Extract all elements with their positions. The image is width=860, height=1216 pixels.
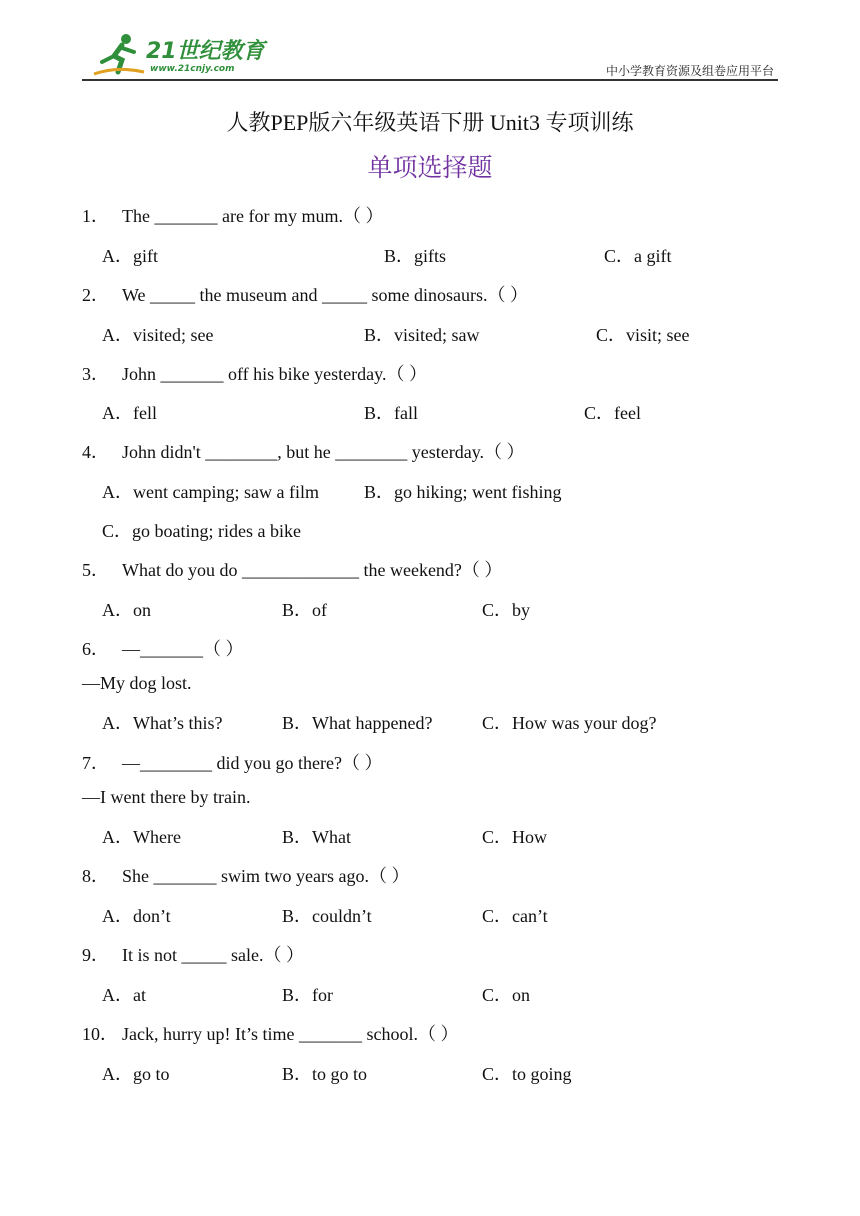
question-stem: Jack, hurry up! It’s time _______ school.（ ） — [122, 1024, 459, 1044]
option-b[interactable]: B．What happened? — [282, 713, 433, 733]
question-number: 9． — [82, 945, 109, 965]
question-stem: We _____ the museum and _____ some dinosaurs.（ ） — [122, 285, 529, 305]
dialogue-reply: —My dog lost. — [82, 673, 192, 693]
question-stem: —_______（ ） — [122, 639, 244, 659]
question-stem: John didn't ________, but he ________ yesterday.（ ） — [122, 442, 525, 462]
question-stem: What do you do _____________ the weekend?（ ） — [122, 560, 503, 580]
question-number: 5． — [82, 560, 109, 580]
platform-tagline: 中小学教育资源及组卷应用平台 — [605, 64, 774, 78]
section-title: 单项选择题 — [367, 153, 493, 182]
brand-name: 21世纪教育 — [146, 39, 265, 64]
site-logo — [92, 32, 265, 80]
option-a[interactable]: A．fell — [102, 403, 157, 423]
option-c[interactable]: C．can’t — [482, 906, 548, 926]
option-a[interactable]: A．don’t — [102, 906, 171, 926]
option-b[interactable]: B．visited; saw — [364, 325, 480, 345]
question-number: 3． — [82, 364, 109, 384]
header-divider — [82, 79, 778, 81]
dialogue-reply: —I went there by train. — [82, 787, 251, 807]
option-c[interactable]: C．feel — [584, 403, 641, 423]
option-b[interactable]: B．What — [282, 827, 351, 847]
option-a[interactable]: A．visited; see — [102, 325, 214, 345]
question-stem: The _______ are for my mum.（ ） — [122, 206, 384, 226]
question-stem: John _______ off his bike yesterday.（ ） — [122, 364, 427, 384]
option-a[interactable]: A．gift — [102, 246, 158, 266]
question-stem: —________ did you go there?（ ） — [122, 753, 383, 773]
option-a[interactable]: A．at — [102, 985, 146, 1005]
option-c[interactable]: C．How — [482, 827, 548, 847]
page-title: 人教PEP版六年级英语下册 Unit3 专项训练 — [226, 110, 634, 135]
question-number: 1． — [82, 206, 109, 226]
option-b[interactable]: B．gifts — [384, 246, 447, 266]
option-b[interactable]: B．of — [282, 600, 328, 620]
question-number: 6． — [82, 639, 109, 659]
option-a[interactable]: A．on — [102, 600, 151, 620]
question-number: 7． — [82, 753, 109, 773]
option-b[interactable]: B．go hiking; went fishing — [364, 482, 562, 502]
brand-url: www.21cnjy.com — [150, 64, 235, 74]
question-number: 10． — [82, 1024, 118, 1044]
option-c[interactable]: C．How was your dog? — [482, 713, 657, 733]
option-a[interactable]: A．Where — [102, 827, 181, 847]
option-c[interactable]: C．visit; see — [596, 325, 690, 345]
option-b[interactable]: B．fall — [364, 403, 419, 423]
question-number: 8． — [82, 866, 109, 886]
question-stem: She _______ swim two years ago.（ ） — [122, 866, 410, 886]
option-b[interactable]: B．couldn’t — [282, 906, 372, 926]
question-number: 2． — [82, 285, 109, 305]
question-number: 4． — [82, 442, 109, 462]
option-a[interactable]: A．go to — [102, 1064, 170, 1084]
option-c[interactable]: C．go boating; rides a bike — [102, 521, 301, 541]
option-a[interactable]: A．What’s this? — [102, 713, 223, 733]
question-stem: It is not _____ sale.（ ） — [122, 945, 304, 965]
option-c[interactable]: C．by — [482, 600, 531, 620]
option-c[interactable]: C．to going — [482, 1064, 572, 1084]
option-b[interactable]: B．to go to — [282, 1064, 368, 1084]
option-b[interactable]: B．for — [282, 985, 334, 1005]
option-a[interactable]: A．went camping; saw a film — [102, 482, 319, 502]
option-c[interactable]: C．a gift — [604, 246, 672, 266]
option-c[interactable]: C．on — [482, 985, 531, 1005]
runner-logo-icon — [92, 32, 146, 78]
